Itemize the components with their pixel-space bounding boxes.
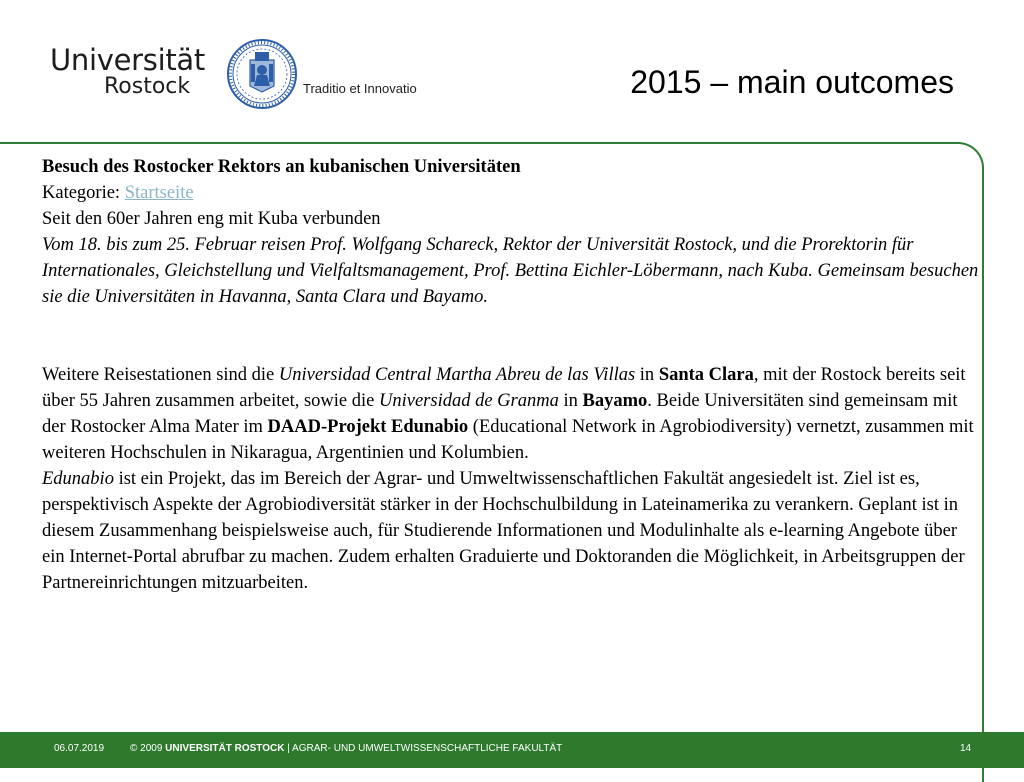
text-run: , mit der Rostock bereits seit über 55 Jahren zusammen arbeitet, sowie die xyxy=(42,365,966,411)
university-seal-icon xyxy=(226,38,298,110)
article-heading: Besuch des Rostocker Rektors an kubanischen Universitäten xyxy=(42,157,521,177)
logo-motto: Traditio et Innovatio xyxy=(303,81,417,96)
footer-page-number: 14 xyxy=(960,743,972,754)
article-body xyxy=(42,154,982,596)
footer-date: 06.07.2019 xyxy=(54,743,105,754)
text-run: Weitere Reisestationen sind die xyxy=(42,365,279,385)
article-subtitle: Seit den 60er Jahren eng mit Kuba verbunden xyxy=(42,209,381,229)
slide-title: 2015 – main outcomes xyxy=(630,64,954,100)
logo-wordmark-rostock: Rostock xyxy=(104,74,191,99)
text-run-universidad-granma: Universidad de Granma xyxy=(379,391,559,411)
paragraph-edunabio xyxy=(42,466,982,596)
footer-copyright-symbol: © 2009 xyxy=(130,743,166,754)
text-run-universidad-central: Universidad Central Martha Abreu de las Villas xyxy=(278,365,636,385)
paragraph-travel xyxy=(42,362,982,466)
text-run: ist ein Projekt, das im Bereich der Agrar- und Umweltwissenschaftlichen Fakultät angesiedelt ist. Ziel ist es, perspektivisch Aspekte der Agrobiodiversität stärker in der Hochschulbildung in Lateinamerika zu verankern. Geplant ist in diesem Zusammenhang beispielsweise auch, für Studierende Informationen und Modulinhalte als e-learning Angebote über ein Internet-Portal abrufbar zu machen. Zudem erhalten Graduierte und Doktoranden die Möglichkeit, in Arbeitsgruppen der Partnereinrichtungen mitzuarbeiten. xyxy=(42,469,965,593)
text-run: in xyxy=(635,365,659,385)
logo-wordmark-universitat: Universität xyxy=(50,43,205,77)
text-run-santa-clara: Santa Clara xyxy=(658,365,754,385)
text-run-daad-projekt: DAAD-Projekt Edunabio xyxy=(267,417,469,437)
text-run: in xyxy=(558,391,583,411)
footer-bar xyxy=(0,732,1024,768)
text-run-bayamo: Bayamo xyxy=(582,391,648,411)
footer-faculty: | AGRAR- UND UMWELTWISSENSCHAFTLICHE FAKULTÄT xyxy=(284,743,563,754)
university-logo xyxy=(48,40,428,110)
text-run-edunabio: Edunabio xyxy=(42,469,114,489)
category-link[interactable]: Startseite xyxy=(124,183,194,203)
article-lead: Vom 18. bis zum 25. Februar reisen Prof. Wolfgang Schareck, Rektor der Universität Rostock, und die Prorektorin für Internationales, Gleichstellung und Vielfaltsmanagement, Prof. Bettina Eichler-Löbermann, nach Kuba. Gemeinsam besuchen sie die Universitäten in Havanna, Santa Clara und Bayamo. xyxy=(42,235,979,307)
paragraph-spacer xyxy=(42,310,982,362)
category-line xyxy=(42,180,982,206)
category-label: Kategorie: xyxy=(42,183,125,203)
footer-copyright xyxy=(130,743,562,754)
text-run: (Educational Network in Agrobiodiversity) vernetzt, zusammen mit weiteren Hochschulen in Nikaragua, Argentinien und Kolumbien. xyxy=(42,417,974,463)
text-run: . Beide Universitäten sind gemeinsam mit der Rostocker Alma Mater im xyxy=(42,391,958,437)
footer-organization: UNIVERSITÄT ROSTOCK xyxy=(165,743,285,754)
